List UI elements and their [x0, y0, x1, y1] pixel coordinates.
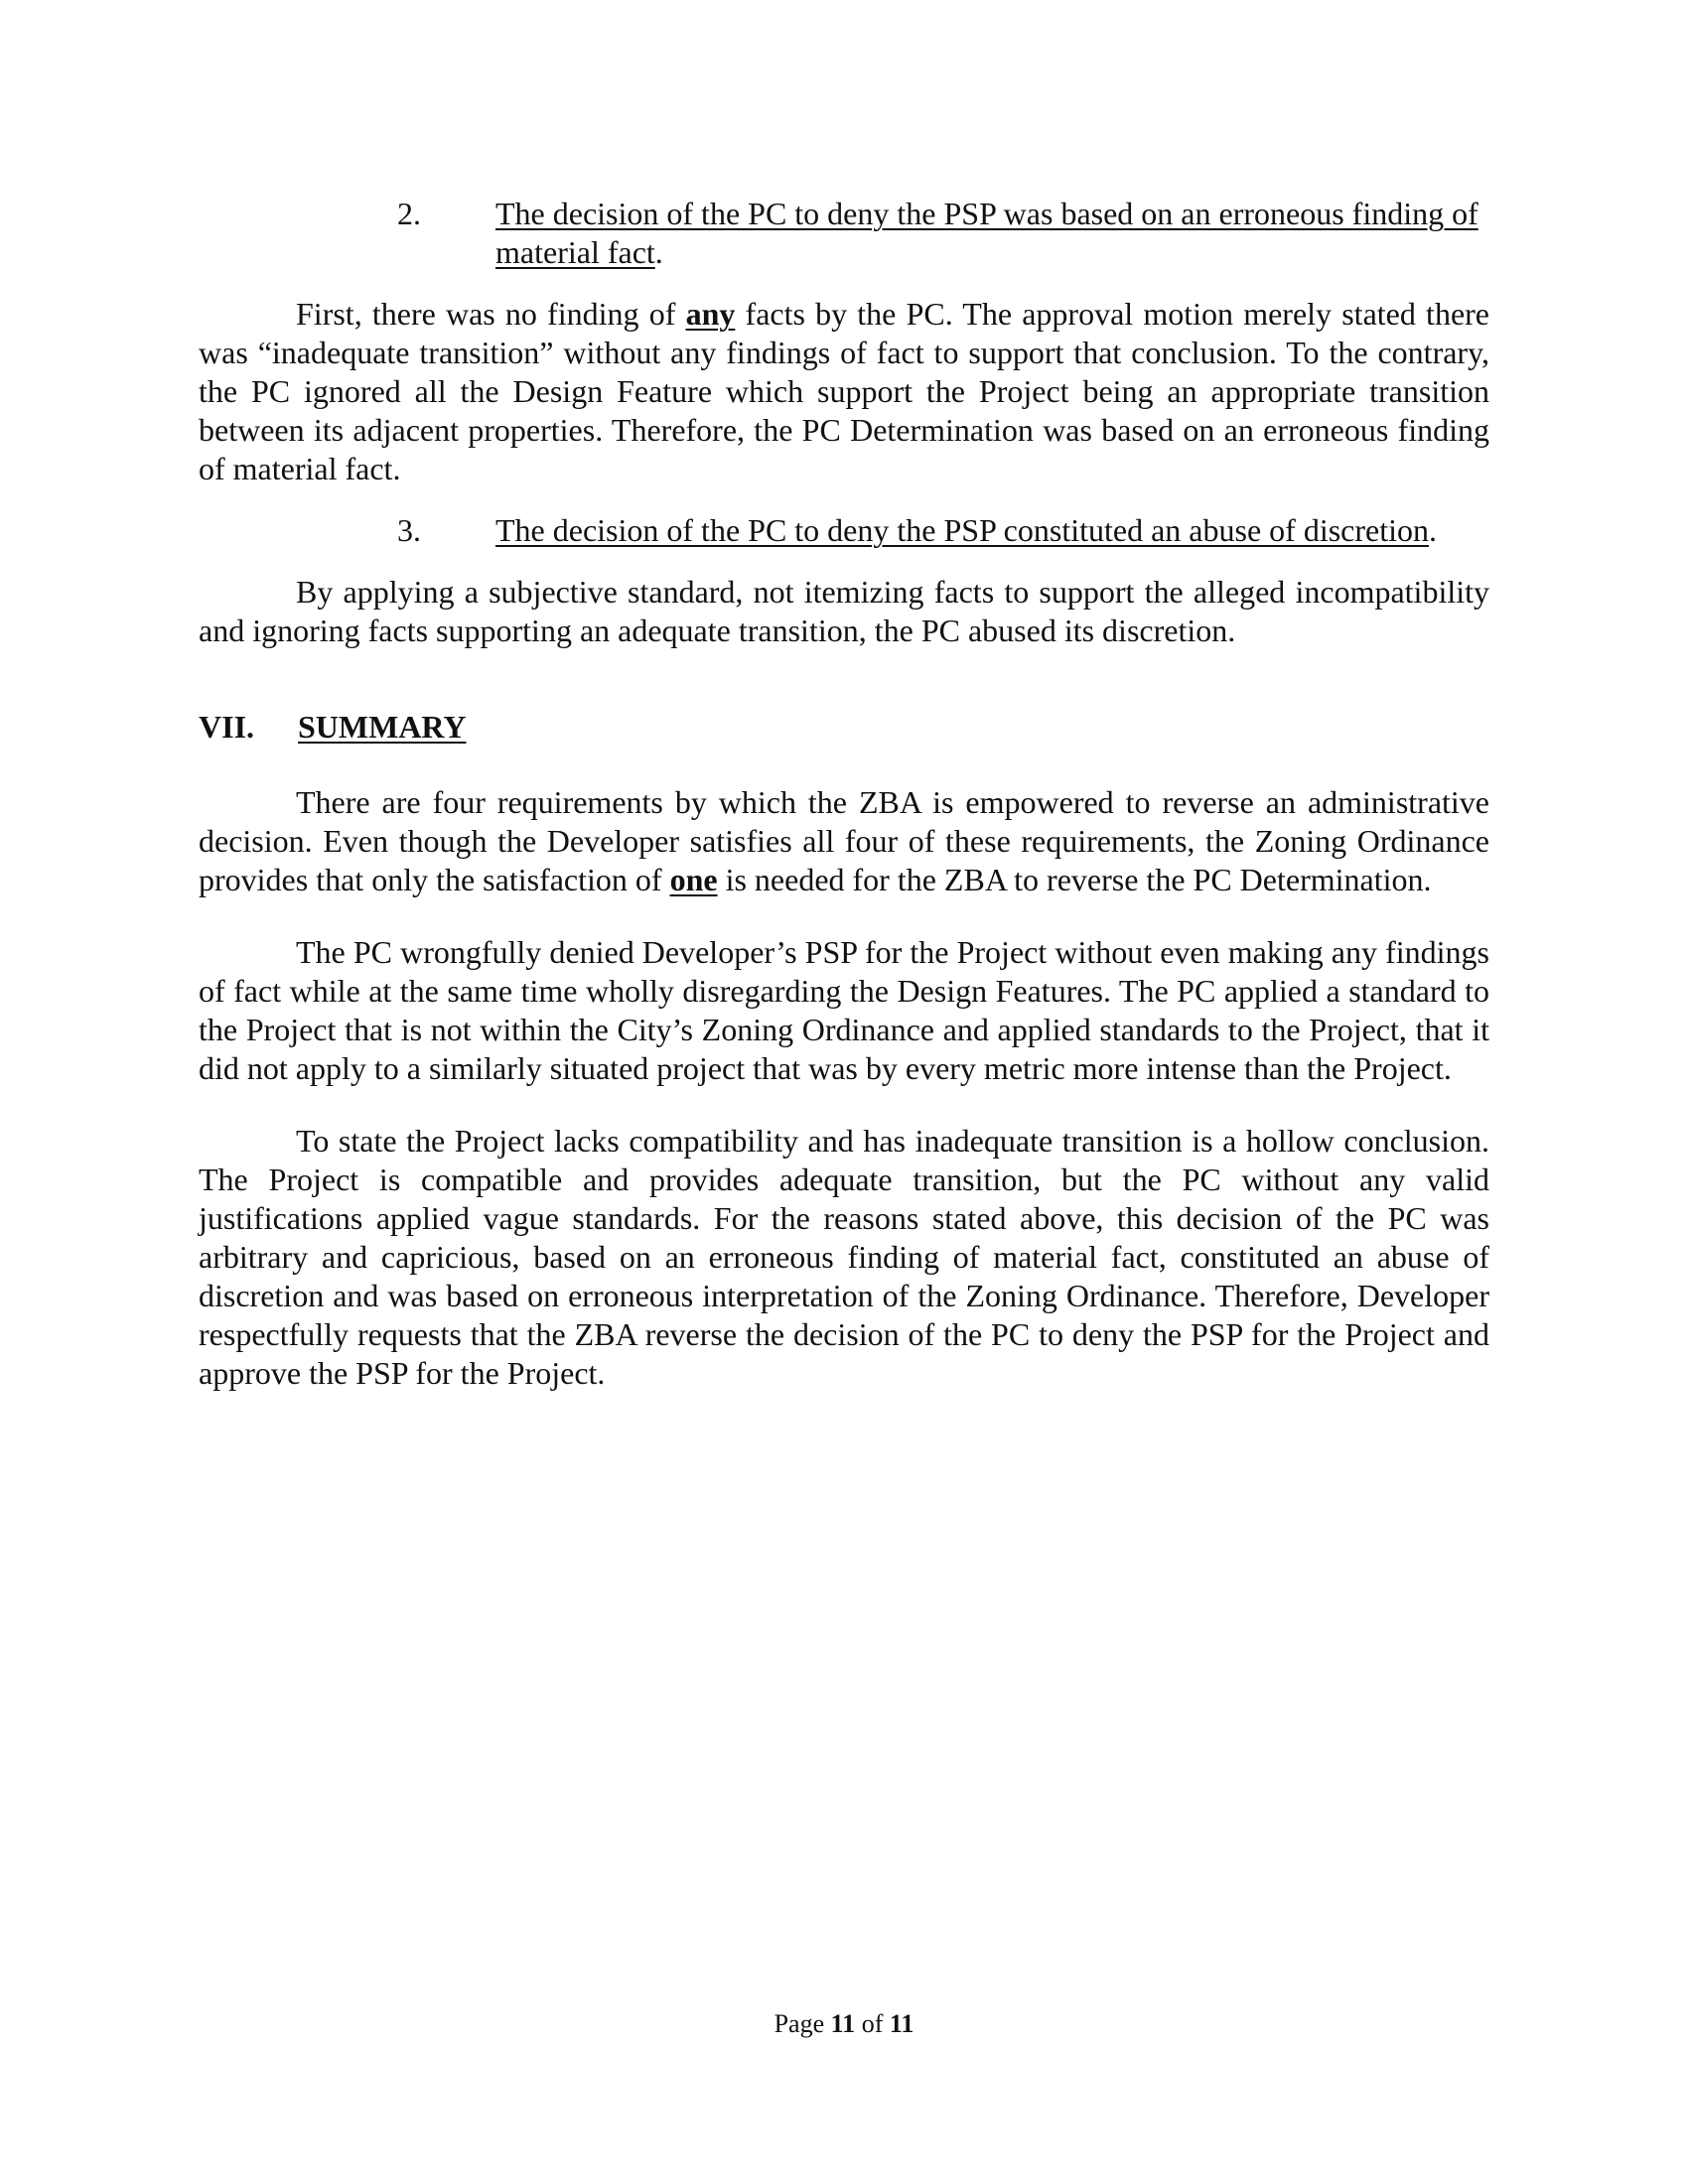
section-heading [199, 708, 1489, 747]
paragraph-abuse-of-discretion: By applying a subjective standard, not itemizing facts to support the alleged incompatibility and ignoring facts supporting an adequate transition, the PC abused its discretion. [199, 574, 1489, 648]
current-page-number: 11 [830, 2009, 856, 2038]
page-footer: Page 11 of 11 [774, 2009, 914, 2038]
list-item-text: The decision of the PC to deny the PSP was based on an erroneous finding of material fact [495, 196, 1478, 270]
paragraph-wrongfully-denied: The PC wrongfully denied Developer’s PSP for the Project without even making any findings of fact while at the same time wholly disregarding the Design Features. The PC applied a standard to the Project that is not within the City’s Zoning Ordinance and applied standards to the Project, that it did not apply to a similarly situated project that was by every metric more intense than the Project. [199, 934, 1489, 1086]
emphasis-any: any [685, 296, 736, 332]
emphasis-one: one [669, 862, 718, 897]
list-item-2: 2. The decision of the PC to deny the PSP was based on an erroneous finding of material fact. [397, 196, 1478, 270]
list-item-text: The decision of the PC to deny the PSP constituted an abuse of discretion [495, 512, 1429, 548]
list-item-3: 3. The decision of the PC to deny the PSP constituted an abuse of discretion. [397, 512, 1437, 548]
paragraph-no-findings: First, there was no finding of any facts by the PC. The approval motion merely stated there was “inadequate transition” without any findings of fact to support that conclusion. To the contrary, the PC ignored all the Design Feature which support the Project being an appropriate transition between its adjacent properties. Therefore, the PC Determination was based on an erroneous finding of material fact. [199, 296, 1490, 486]
document-body [199, 195, 1489, 1393]
section-number: VII. [199, 709, 255, 745]
section-title: SUMMARY [298, 709, 467, 745]
paragraph-conclusion: To state the Project lacks compatibility and has inadequate transition is a hollow conclusion. The Project is compatible and provides adequate transition, but the PC without any valid justifications applied vague standards. For the reasons stated above, this decision of the PC was arbitrary and capricious, based on an erroneous finding of material fact, constituted an abuse of discretion and was based on erroneous interpretation of the Zoning Ordinance. Therefore, Developer respectfully requests that the ZBA reverse the decision of the PC to deny the PSP for the Project and approve the PSP for the Project. [199, 1123, 1489, 1391]
total-page-number: 11 [889, 2009, 914, 2038]
paragraph-four-requirements: There are four requirements by which the ZBA is empowered to reverse an administrative decision. Even though the Developer satisfies all four of these requirements, the Zoning Ordinance provides that only the satisfaction of one is needed for the ZBA to reverse the PC Determination. [199, 784, 1489, 897]
list-item-number: 2. [397, 196, 421, 231]
list-item-number: 3. [397, 512, 421, 548]
